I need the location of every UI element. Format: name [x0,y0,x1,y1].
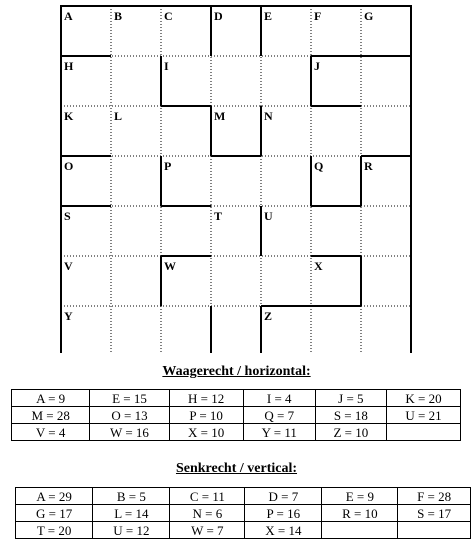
clue-cell: K = 20 [386,390,460,407]
clue-cell: T = 20 [16,522,93,539]
clue-cell: L = 14 [93,505,170,522]
number-crossword-grid [58,3,414,353]
clue-row [12,390,461,407]
cell-label: S [64,209,71,223]
clue-cell: W = 7 [170,522,245,539]
cell-label: H [64,59,74,73]
cell-label: O [64,159,74,173]
vertical-clues-heading: Senkrecht / vertical: [175,461,298,476]
clue-cell: Y = 11 [243,424,315,441]
clue-cell: B = 5 [93,488,170,505]
cell-label: I [164,59,169,73]
clue-row [12,407,461,424]
clue-cell: S = 17 [398,505,471,522]
cell-label: F [314,9,322,23]
clue-cell: A = 29 [16,488,93,505]
clue-cell: O = 13 [90,407,169,424]
clue-row [16,488,471,505]
cell-label: N [264,109,273,123]
cell-label: Y [64,309,73,323]
clue-cell: D = 7 [245,488,322,505]
vertical-clues-table [15,487,471,539]
cell-label: J [314,59,320,73]
clue-cell: U = 21 [386,407,460,424]
cell-label: W [164,259,176,273]
horizontal-clues-heading: Waagerecht / horizontal: [162,364,311,379]
cell-label: U [264,209,273,223]
clue-cell: S = 18 [315,407,386,424]
clue-cell: X = 14 [245,522,322,539]
cell-label: K [64,109,74,123]
clue-cell: E = 9 [322,488,398,505]
clue-cell: M = 28 [12,407,90,424]
clue-row [16,505,471,522]
clue-cell [322,522,398,539]
cell-label: T [214,209,223,223]
clue-cell: Z = 10 [315,424,386,441]
cell-label: L [114,109,123,123]
cell-label: M [214,109,226,123]
clue-cell: E = 15 [90,390,169,407]
cell-label: Z [264,309,273,323]
horizontal-clues-table [11,389,461,441]
clue-row [16,522,471,539]
clue-row [12,424,461,441]
cell-label: E [264,9,273,23]
clue-cell: N = 6 [170,505,245,522]
clue-cell: J = 5 [315,390,386,407]
clue-cell: P = 16 [245,505,322,522]
clue-cell [398,522,471,539]
clue-cell: P = 10 [169,407,243,424]
cell-label: Q [314,159,324,173]
clue-cell: W = 16 [90,424,169,441]
clue-cell: V = 4 [12,424,90,441]
clue-cell: F = 28 [398,488,471,505]
cell-label: D [214,9,223,23]
cell-label: G [364,9,374,23]
clue-cell: I = 4 [243,390,315,407]
clue-cell: A = 9 [12,390,90,407]
cell-label: C [164,9,173,23]
clue-cell [386,424,460,441]
cell-label: R [364,159,373,173]
clue-cell: C = 11 [170,488,245,505]
cell-label: X [314,259,323,273]
clue-cell: R = 10 [322,505,398,522]
clue-cell: H = 12 [169,390,243,407]
clue-cell: G = 17 [16,505,93,522]
cell-label: B [114,9,123,23]
clue-cell: Q = 7 [243,407,315,424]
cell-label: A [64,9,73,23]
cell-label: V [64,259,73,273]
cell-label: P [164,159,172,173]
clue-cell: U = 12 [93,522,170,539]
grid-frame [61,6,411,353]
clue-cell: X = 10 [169,424,243,441]
